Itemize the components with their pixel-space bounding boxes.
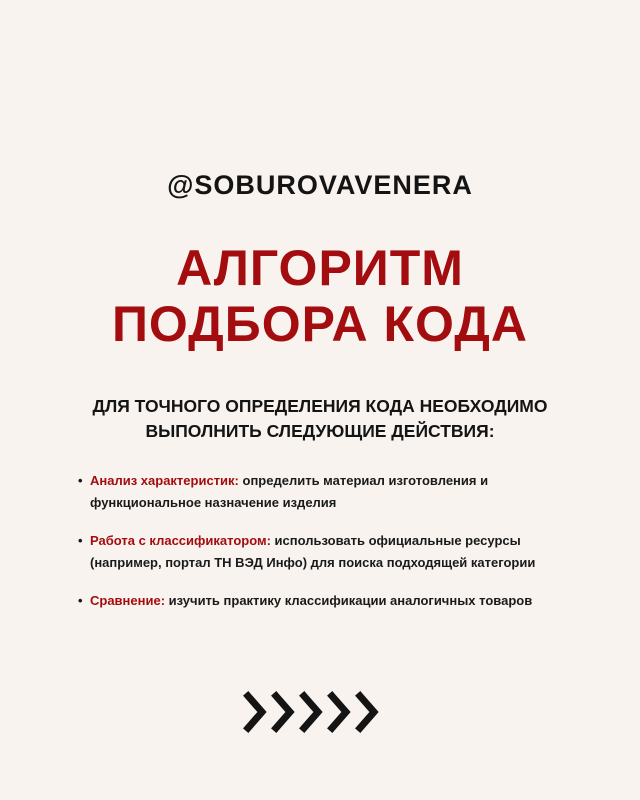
account-handle: @SOBUROVAVENERA (167, 170, 473, 200)
page-title (0, 240, 640, 352)
subtitle-line-1: ДЛЯ ТОЧНОГО ОПРЕДЕЛЕНИЯ КОДА НЕОБХОДИМО (92, 396, 548, 416)
bullet-icon: • (78, 533, 83, 548)
step-text: определить материал изготовления и функциональное назначение изделия (90, 473, 489, 510)
title-line-2: ПОДБОРА КОДА (111, 296, 529, 352)
step-label: Анализ характеристик: (90, 473, 239, 488)
bullet-icon: • (78, 593, 83, 608)
step-label: Сравнение: (90, 593, 166, 608)
title-line-1: АЛГОРИТМ (176, 240, 464, 296)
bullet-icon: • (78, 473, 83, 488)
chevrons-right-icon[interactable] (240, 688, 400, 736)
step-text: использовать официальные ресурсы (например, портал ТН ВЭД Инфо) для поиска подходящей категории (90, 533, 536, 570)
subtitle (40, 394, 600, 444)
subtitle-line-2: ВЫПОЛНИТЬ СЛЕДУЮЩИЕ ДЕЙСТВИЯ: (145, 421, 495, 441)
step-label: Работа с классификатором: (90, 533, 271, 548)
list-item (78, 470, 558, 514)
list-item (78, 590, 558, 612)
step-text: изучить практику классификации аналогичных товаров (165, 593, 533, 608)
list-item (78, 530, 558, 574)
steps-list (78, 470, 558, 612)
